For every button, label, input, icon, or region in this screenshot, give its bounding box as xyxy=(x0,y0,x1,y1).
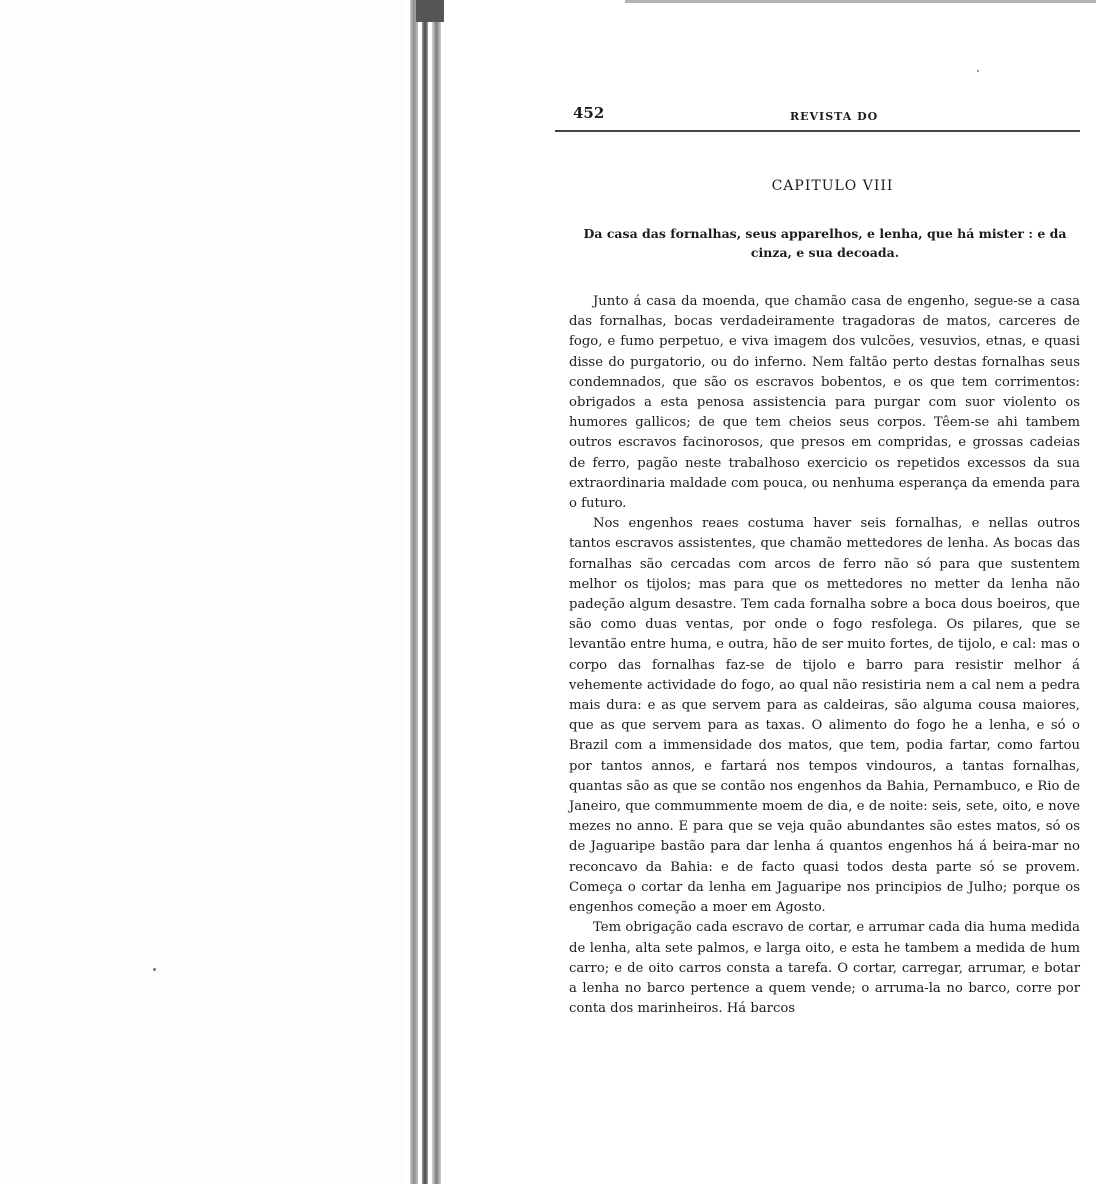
gutter-top-cap xyxy=(416,0,444,22)
paragraph: Tem obrigação cada escravo de cortar, e arrumar cada dia huma medida de lenha, alta sete palmos, e larga oito, e esta he tambem a medida de hum carro; e de oito carros consta a tarefa. O cortar, carregar, arrumar, e botar a lenha no barco pertence a quem vende; o arruma-la no barco, corre por conta dos marinheiros. Há barcos xyxy=(569,920,1080,1017)
chapter-title: CAPITULO VIII xyxy=(771,178,894,194)
page-header xyxy=(555,100,1080,132)
gutter-shadow-right xyxy=(432,0,441,1184)
scan-top-edge xyxy=(625,0,1096,3)
paragraph: Nos engenhos reaes costuma haver seis fornalhas, e nellas outros tantos escravos assistentes, que chamão mettedores de lenha. As bocas das fornalhas são cercadas com arcos de ferro não só para que sustentem melhor os tijolos; mas para que os mettedores no metter da lenha não padeção algum desastre. Tem cada fornalha sobre a boca dous boeiros, que são como duas ventas, por onde o fogo resfolega. Os pilares, que se levantão entre huma, e outra, hão de ser muito fortes, de tijolo, e cal: mas o corpo das fornalhas faz-se de tijolo e barro para resistir melhor á vehemente actividade do fogo, ao qual não resistiria nem a cal nem a pedra mais dura: e as que servem para as caldeiras, são alguma cousa maiores, que as que servem para as taxas. O alimento do fogo he a lenha, e só o Brazil com a immensidade dos matos, que tem, podia fartar, como fartou por tantos annos, e fartará nos tempos vindouros, a tantas fornalhas, quantas são as que se contão nos engenhos da Bahia, Pernambuco, e Rio de Janeiro, que commummente moem de dia, e de noite: seis, sete, oito, e nove mezes no anno. E para que se veja quão abundantes são estes matos, só os de Jaguaripe bastão para dar lenha á quantos engenhos há á beira-mar no reconcavo da Bahia: e de facto quasi todos desta parte só se provem. Começa o cortar da lenha em Jaguaripe nos principios de Julho; porque os engenhos começão a moer em Agosto. xyxy=(569,516,1080,916)
gutter-shadow xyxy=(410,0,418,1184)
book-page xyxy=(555,100,1080,1019)
book-binding-gutter xyxy=(410,0,442,1184)
body-text xyxy=(569,292,1080,1019)
blank-left-page xyxy=(0,0,405,1184)
page-number: 452 xyxy=(573,104,605,122)
running-head: REVISTA DO xyxy=(790,110,879,123)
scan-speck xyxy=(977,70,979,72)
chapter-subtitle: Da casa das fornalhas, seus apparelhos, e lenha, que há mister : e da cinza, e sua decoada. xyxy=(583,226,1067,260)
gutter-spine xyxy=(422,0,428,1184)
scan-speck xyxy=(153,968,156,971)
paragraph: Junto á casa da moenda, que chamão casa de engenho, segue-se a casa das fornalhas, bocas verdadeiramente tragadoras de matos, carceres de fogo, e fumo perpetuo, e viva imagem dos vulcões, vesuvios, etnas, e quasi disse do purgatorio, ou do inferno. Nem faltão perto destas fornalhas seus condemnados, que são os escravos bobentos, e os que tem corrimentos: obrigados a esta penosa assistencia para purgar com suor violento os humores gallicos; de que tem cheios seus corpos. Têem-se ahi tambem outros escravos facinorosos, que presos em compridas, e grossas cadeias de ferro, pagão neste trabalhoso exercicio os repetidos excessos da sua extraordinaria maldade com pouca, ou nenhuma esperança da emenda para o futuro. xyxy=(569,294,1080,512)
